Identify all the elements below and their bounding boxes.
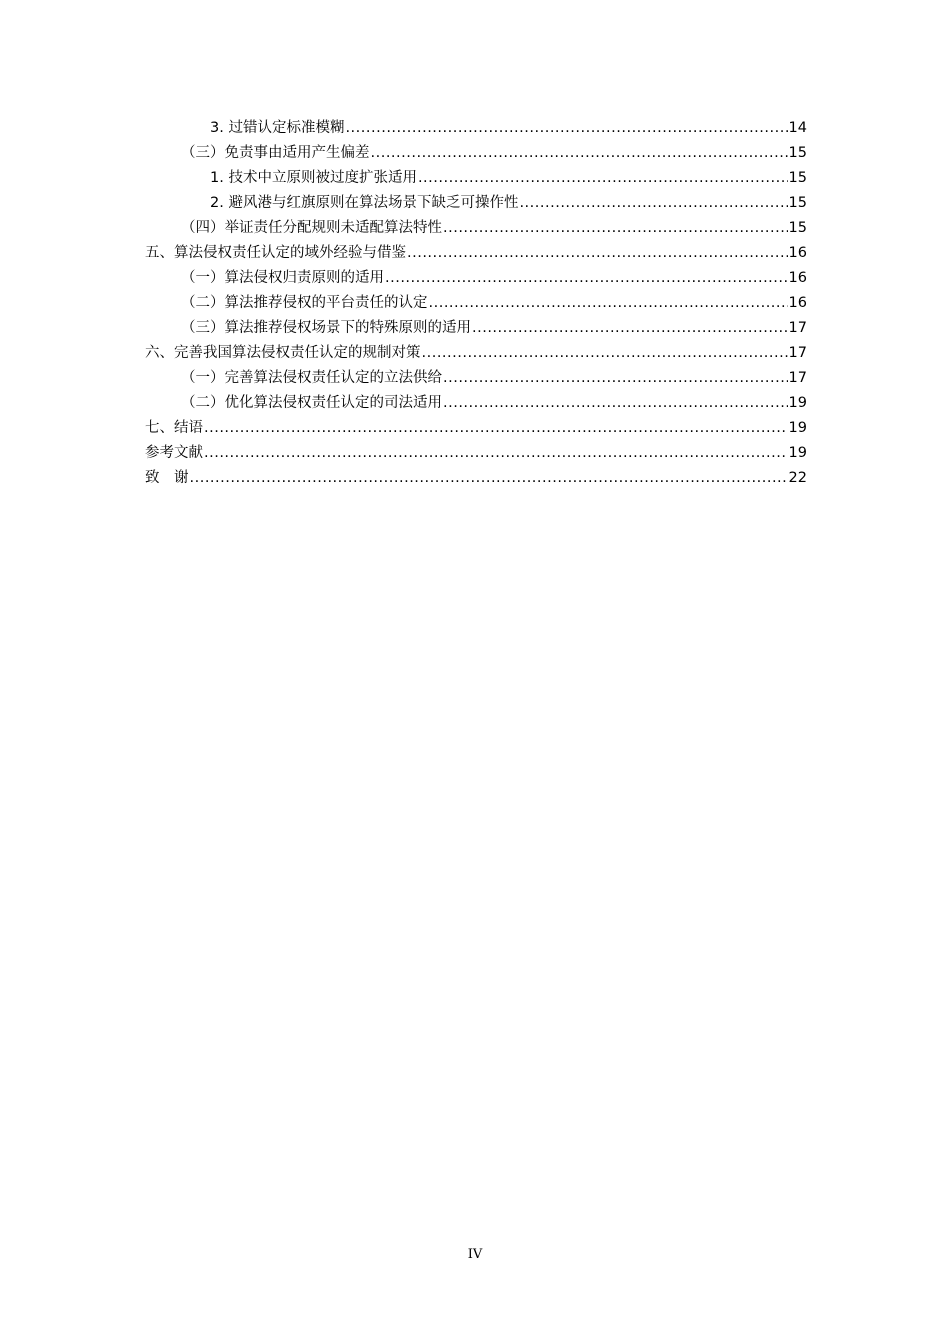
toc-entry[interactable]: [145, 441, 807, 466]
toc-entry-page: 15: [788, 220, 807, 236]
toc-dot-leader: [443, 370, 788, 386]
toc-entry[interactable]: [145, 241, 807, 266]
toc-dot-leader: [429, 295, 788, 311]
toc-entry-page: 19: [788, 420, 807, 436]
toc-dot-leader: [407, 245, 788, 261]
toc-dot-leader: [519, 195, 787, 211]
toc-entry-title: （一）算法侵权归责原则的适用: [181, 270, 384, 286]
toc-dot-leader: [190, 470, 788, 486]
toc-entry-title: （三）免责事由适用产生偏差: [181, 145, 370, 161]
toc-entry[interactable]: [145, 116, 807, 141]
toc-entry-title: 致 谢: [145, 470, 189, 486]
toc-entry-title: 六、完善我国算法侵权责任认定的规制对策: [145, 345, 421, 361]
toc-entry-title: （三）算法推荐侵权场景下的特殊原则的适用: [181, 320, 471, 336]
toc-entry-title: （一）完善算法侵权责任认定的立法供给: [181, 370, 442, 386]
toc-entry-title: 3. 过错认定标准模糊: [210, 120, 345, 136]
toc-dot-leader: [345, 120, 787, 136]
toc-dot-leader: [443, 395, 788, 411]
toc-entry-title: 五、算法侵权责任认定的域外经验与借鉴: [145, 245, 406, 261]
table-of-contents: [145, 116, 807, 491]
toc-entry[interactable]: [145, 266, 807, 291]
toc-entry[interactable]: [145, 141, 807, 166]
toc-entry-page: 16: [788, 270, 807, 286]
toc-entry-title: （二）算法推荐侵权的平台责任的认定: [181, 295, 428, 311]
toc-entry[interactable]: [145, 191, 807, 216]
toc-entry-title: 2. 避风港与红旗原则在算法场景下缺乏可操作性: [210, 195, 519, 211]
toc-entry-title: 七、结语: [145, 420, 203, 436]
toc-entry[interactable]: [145, 466, 807, 491]
toc-entry[interactable]: [145, 316, 807, 341]
toc-entry-title: 1. 技术中立原则被过度扩张适用: [210, 170, 417, 186]
toc-dot-leader: [204, 420, 788, 436]
toc-entry-title: （二）优化算法侵权责任认定的司法适用: [181, 395, 442, 411]
toc-entry-page: 17: [788, 345, 807, 361]
toc-entry-page: 17: [788, 370, 807, 386]
toc-entry-page: 16: [788, 295, 807, 311]
toc-dot-leader: [385, 270, 788, 286]
toc-entry-page: 14: [788, 120, 807, 136]
toc-dot-leader: [422, 345, 788, 361]
toc-dot-leader: [472, 320, 788, 336]
toc-entry-page: 15: [788, 145, 807, 161]
toc-entry[interactable]: [145, 391, 807, 416]
toc-entry-title: （四）举证责任分配规则未适配算法特性: [181, 220, 442, 236]
toc-entry[interactable]: [145, 291, 807, 316]
toc-dot-leader: [204, 445, 788, 461]
toc-entry-page: 17: [788, 320, 807, 336]
toc-entry-page: 16: [788, 245, 807, 261]
toc-entry[interactable]: [145, 341, 807, 366]
toc-dot-leader: [443, 220, 788, 236]
toc-entry[interactable]: [145, 216, 807, 241]
page-number: IV: [467, 1247, 483, 1262]
toc-entry-page: 22: [788, 470, 807, 486]
toc-entry-page: 15: [788, 195, 807, 211]
toc-entry-title: 参考文献: [145, 445, 203, 461]
toc-entry-page: 19: [788, 395, 807, 411]
toc-entry-page: 19: [788, 445, 807, 461]
toc-entry[interactable]: [145, 416, 807, 441]
toc-dot-leader: [371, 145, 788, 161]
toc-entry[interactable]: [145, 366, 807, 391]
toc-entry-page: 15: [788, 170, 807, 186]
toc-dot-leader: [418, 170, 788, 186]
toc-entry[interactable]: [145, 166, 807, 191]
